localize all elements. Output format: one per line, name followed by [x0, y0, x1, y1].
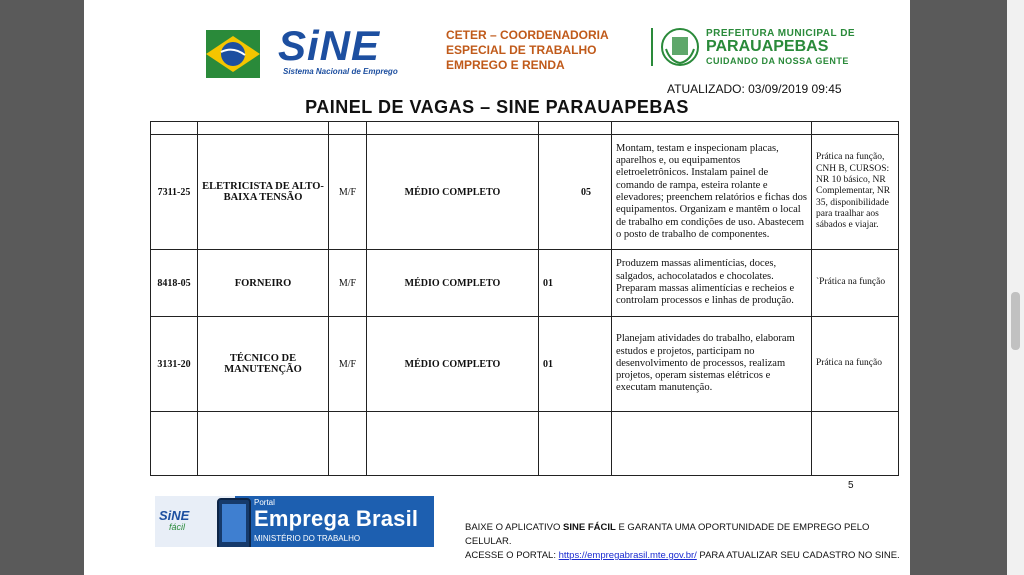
table-row [151, 412, 899, 476]
footer-line-2 [465, 549, 910, 563]
vacancies-table [150, 121, 899, 476]
prefeitura-seal-icon [660, 27, 700, 67]
sex: M/F [329, 250, 367, 317]
requirements: Prática na função [812, 317, 899, 412]
scrollbar-thumb[interactable] [1011, 292, 1020, 350]
job-description: Produzem massas alimentícias, doces, salgados, achocolatados e chocolates. Preparam massas alimentícias e recheios e controlam processos e linhas de produção. [612, 250, 812, 317]
job-description: Montam, testam e inspecionam placas, aparelhos e, ou equipamentos eletroeletrônicos. Instalam painel de comando de rampa, esteira rolante e elevadores; preenchem relatórios e fichas dos equipamentos. Organizam e mantêm o local de trabalho em condições de uso. Abastecem o posto de trabalho de componentes. [612, 135, 812, 250]
education: MÉDIO COMPLETO [367, 135, 539, 250]
job-title: TÉCNICO DE MANUTENÇÃO [198, 317, 329, 412]
sine-wordmark: SiNE [278, 22, 381, 69]
job-title: ELETRICISTA DE ALTO-BAIXA TENSÃO [198, 135, 329, 250]
cbo-code: 3131-20 [151, 317, 198, 412]
footer-app-name: SINE FÁCIL [563, 522, 616, 533]
ceter-line-3: EMPREGO E RENDA [446, 58, 565, 72]
footer-text [465, 521, 910, 563]
job-title: FORNEIRO [198, 250, 329, 317]
ceter-line-1: CETER – COORDENADORIA [446, 28, 609, 42]
prefeitura-top-line: PREFEITURA MUNICIPAL DE [706, 28, 856, 39]
vacancy-count: 05 [539, 135, 612, 250]
emprega-brasil-banner[interactable] [155, 496, 434, 547]
vacancy-count: 01 [539, 317, 612, 412]
table-row [151, 250, 899, 317]
requirements: `Prática na função [812, 250, 899, 317]
page-title: PAINEL DE VAGAS – SINE PARAUAPEBAS [305, 97, 689, 117]
prefeitura-slogan: CUIDANDO DA NOSSA GENTE [706, 56, 849, 66]
cbo-code: 8418-05 [151, 250, 198, 317]
ceter-line-2: ESPECIAL DE TRABALHO [446, 43, 597, 57]
table-row [151, 317, 899, 412]
banner-ministry: MINISTÉRIO DO TRABALHO [254, 534, 361, 543]
cbo-code: 7311-25 [151, 135, 198, 250]
footer-line-1 [465, 521, 910, 549]
footer-line-2-post: PARA ATUALIZAR SEU CADASTRO NO SINE. [696, 550, 900, 561]
education: MÉDIO COMPLETO [367, 250, 539, 317]
table-row [151, 135, 899, 250]
requirements: Prática na função, CNH B, CURSOS: NR 10 básico, NR Complementar, NR 35, disponibilidade para traalhar aos sábados e viajar. [812, 135, 899, 250]
footer-line-1-pre: BAIXE O APLICATIVO [465, 522, 564, 533]
vertical-scrollbar[interactable] [1007, 0, 1024, 575]
document-page [84, 0, 910, 575]
vacancy-count: 01 [539, 250, 612, 317]
job-description: Planejam atividades do trabalho, elaboram estudos e projetos, participam no desenvolvimento de processos, realizam projetos, operam sistemas elétricos e executam manutenção. [612, 317, 812, 412]
prefeitura-divider [651, 28, 653, 66]
banner-title: Emprega Brasil [254, 506, 419, 531]
phone-icon [217, 498, 251, 547]
education: MÉDIO COMPLETO [367, 317, 539, 412]
portal-link[interactable]: https://empregabrasil.mte.gov.br/ [558, 550, 697, 561]
updated-timestamp: ATUALIZADO: 03/09/2019 09:45 [667, 82, 842, 96]
sine-facil-sine: SiNE [159, 508, 190, 523]
sex: M/F [329, 317, 367, 412]
ceter-heading [446, 28, 626, 73]
sine-facil-facil: fácil [169, 522, 186, 532]
sine-subtitle: Sistema Nacional de Emprego [283, 67, 398, 76]
footer-line-1-post: E GARANTA UMA OPORTUNIDADE DE EMPREGO PELO CELULAR. [465, 522, 870, 547]
prefeitura-name: PARAUAPEBAS [706, 38, 829, 55]
banner-portal-label: Portal [254, 498, 275, 507]
table-row [151, 122, 899, 135]
footer-line-2-pre: ACESSE O PORTAL: [465, 550, 559, 561]
sex: M/F [329, 135, 367, 250]
page-number: 5 [848, 480, 854, 491]
